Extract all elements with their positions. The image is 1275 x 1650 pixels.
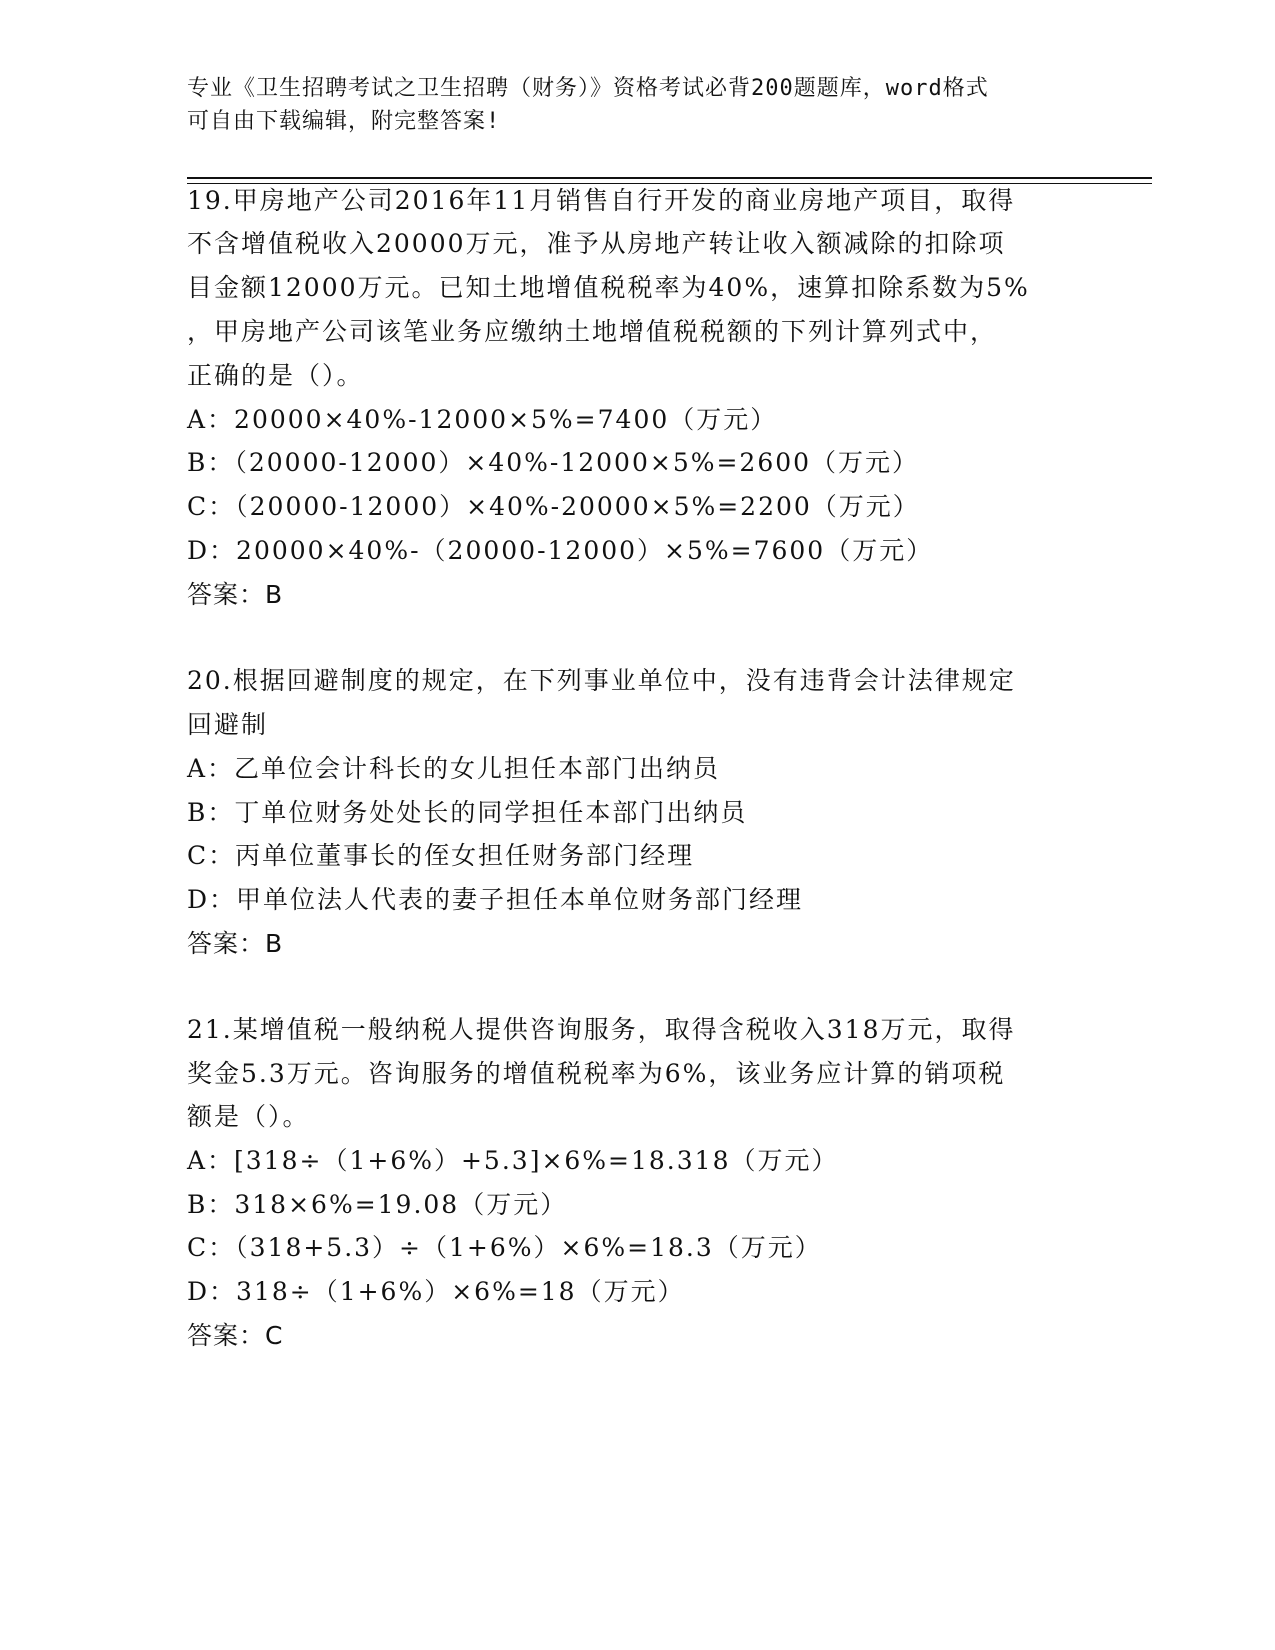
question-19-stem-line-2: 不含增值税收入20000万元，准予从房地产转让收入额减除的扣除项 [187, 229, 1006, 258]
header-line-2: 可自由下载编辑，附完整答案! [187, 109, 501, 134]
question-21-answer: 答案：C [187, 1321, 284, 1350]
question-20-option-a: A：乙单位会计科长的女儿担任本部门出纳员 [187, 754, 721, 783]
question-19-stem-line-5: 正确的是（）。 [187, 361, 364, 390]
question-20-stem-line-2: 回避制 [187, 710, 269, 739]
document-header [187, 72, 1087, 138]
question-21-option-c: C：（318+5.3）÷（1+6%）×6%=18.3（万元） [187, 1233, 822, 1262]
header-rule-thick [187, 177, 1152, 179]
question-19-option-c: C：（20000-12000）×40%-20000×5%=2200（万元） [187, 492, 920, 521]
question-19-stem-line-3: 目金额12000万元。已知土地增值税税率为40%，速算扣除系数为5% [187, 273, 1030, 302]
header-line-1: 专业《卫生招聘考试之卫生招聘（财务）》资格考试必背200题题库，word格式 [187, 76, 989, 101]
question-20-answer: 答案：B [187, 929, 284, 958]
question-21-option-a: A：[318÷（1+6%）+5.3]×6%=18.318（万元） [187, 1146, 839, 1175]
header-rule-thin [187, 183, 1152, 184]
question-21-stem-line-3: 额是（）。 [187, 1102, 310, 1131]
question-19-option-d: D：20000×40%-（20000-12000）×5%=7600（万元） [187, 536, 934, 565]
question-19-answer: 答案：B [187, 580, 284, 609]
question-20-option-c: C：丙单位董事长的侄女担任财务部门经理 [187, 841, 695, 870]
question-19-stem-line-4: ，甲房地产公司该笔业务应缴纳土地增值税税额的下列计算列式中， [187, 317, 998, 346]
question-19-option-a: A：20000×40%-12000×5%=7400（万元） [187, 405, 778, 434]
question-19-stem-line-1: 19.甲房地产公司2016年11月销售自行开发的商业房地产项目，取得 [187, 186, 1016, 215]
question-20-stem-line-1: 20.根据回避制度的规定，在下列事业单位中，没有违背会计法律规定 [187, 666, 1016, 695]
question-21-option-d: D：318÷（1+6%）×6%=18（万元） [187, 1277, 685, 1306]
question-21-option-b: B：318×6%=19.08（万元） [187, 1190, 568, 1219]
question-19-option-b: B：（20000-12000）×40%-12000×5%=2600（万元） [187, 448, 920, 477]
question-21-stem-line-2: 奖金5.3万元。咨询服务的增值税税率为6%，该业务应计算的销项税 [187, 1059, 1006, 1088]
question-20-option-d: D：甲单位法人代表的妻子担任本单位财务部门经理 [187, 885, 804, 914]
question-21-stem-line-1: 21.某增值税一般纳税人提供咨询服务，取得含税收入318万元，取得 [187, 1015, 1016, 1044]
question-20-option-b: B：丁单位财务处处长的同学担任本部门出纳员 [187, 798, 748, 827]
